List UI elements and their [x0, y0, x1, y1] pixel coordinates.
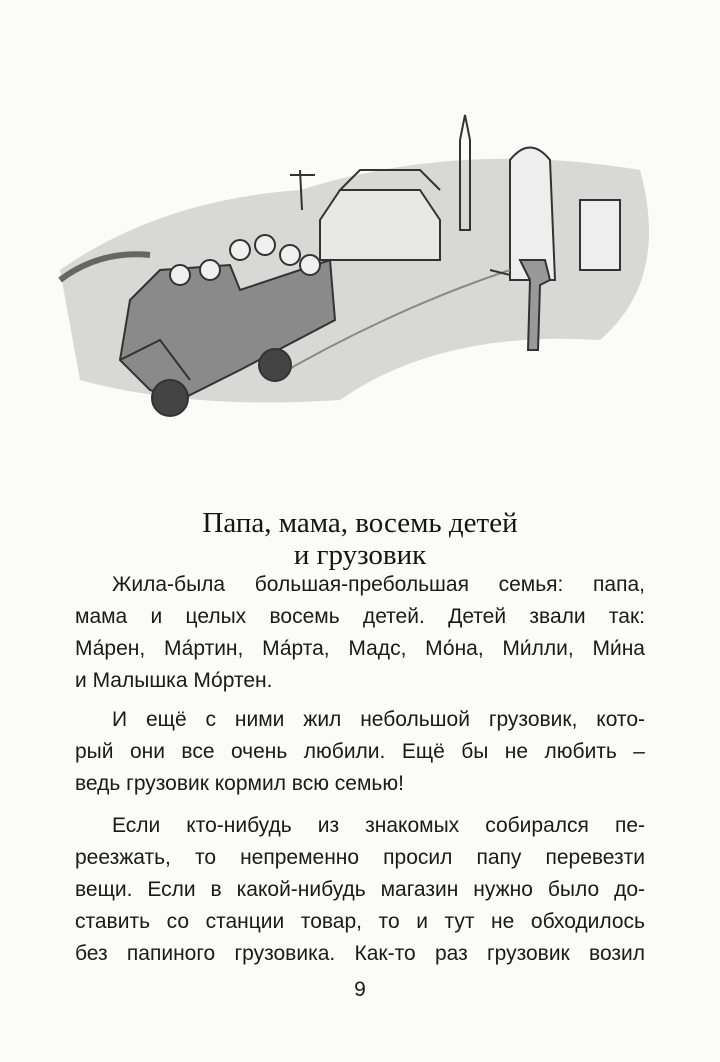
body-line: и Малышка Мо́ртен.: [75, 669, 273, 692]
body-line: Ма́рен, Ма́ртин, Ма́рта, Мадс, Мо́на, Ми́лли, Ми́на: [75, 637, 645, 660]
chapter-title-line-1: Папа, мама, восемь детей: [202, 507, 518, 539]
body-line: вещи. Если в какой-нибудь магазин нужно было до-: [75, 878, 645, 901]
body-line: реезжать, то непременно просил папу перевезти: [75, 846, 645, 869]
page-number: 9: [354, 978, 366, 1001]
body-line: Жила-была большая-пребольшая семья: папа,: [112, 573, 645, 596]
body-line: мама и целых восемь детей. Детей звали так:: [75, 605, 645, 628]
body-line: ведь грузовик кормил всю семью!: [75, 772, 404, 795]
body-line: рый они все очень любили. Ещё бы не любить –: [75, 740, 645, 763]
body-line: И ещё с ними жил небольшой грузовик, кото-: [112, 708, 645, 731]
truck-family-illustration: [40, 80, 680, 440]
body-line: ставить со станции товар, то и тут не обходилось: [75, 910, 645, 933]
body-line: без папиного грузовика. Как-то раз грузовик возил: [75, 942, 645, 965]
chapter-title-line-2: и грузовик: [293, 539, 427, 571]
body-line: Если кто-нибудь из знакомых собирался пе-: [112, 814, 645, 837]
